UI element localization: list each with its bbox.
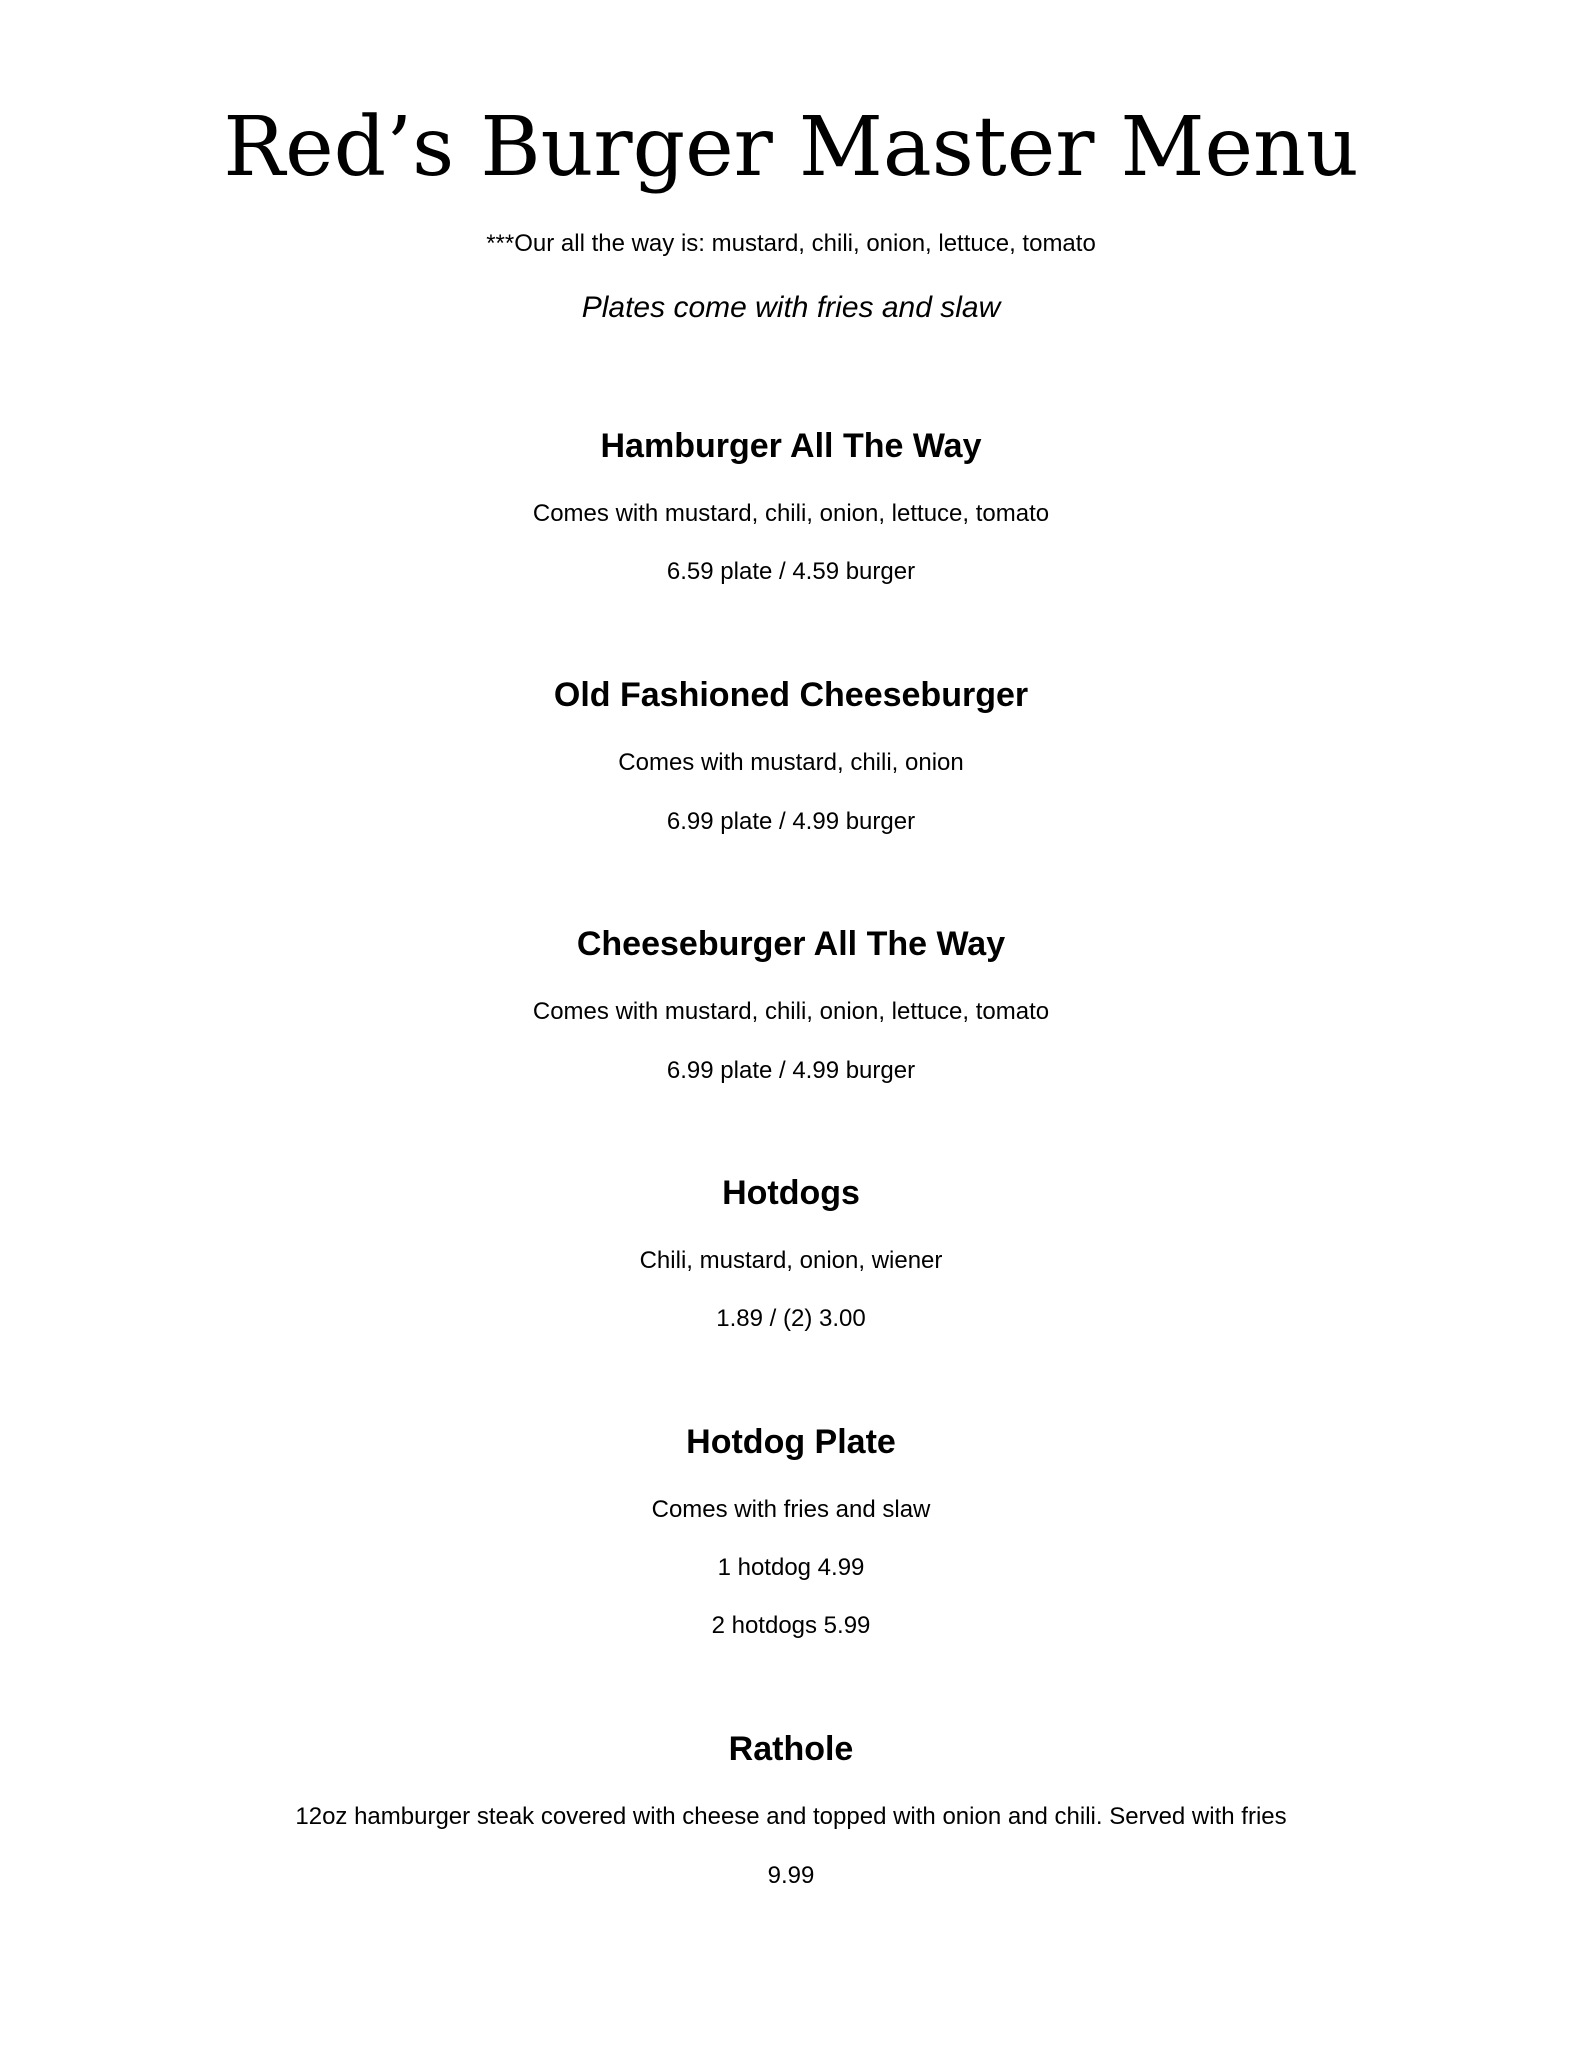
item-price: 6.59 plate / 4.59 burger — [666, 558, 916, 585]
item-name-cheeseburger-all-the-way: Cheeseburger All The Way — [576, 925, 1006, 963]
item-name-hotdogs: Hotdogs — [722, 1174, 860, 1212]
plates-note: Plates come with fries and slaw — [581, 291, 1001, 324]
item-description: Chili, mustard, onion, wiener — [639, 1247, 943, 1274]
item-price: 9.99 — [767, 1862, 815, 1889]
item-price: 1 hotdog 4.99 — [717, 1554, 865, 1581]
item-description: Comes with mustard, chili, onion — [618, 749, 964, 776]
item-description: Comes with fries and slaw — [651, 1496, 931, 1523]
menu-title: Red’s Burger Master Menu — [223, 100, 1359, 195]
all-the-way-note: ***Our all the way is: mustard, chili, onion, lettuce, tomato — [486, 230, 1096, 257]
item-price: 6.99 plate / 4.99 burger — [666, 808, 916, 835]
item-price: 6.99 plate / 4.99 burger — [666, 1057, 916, 1084]
item-name-hamburger-all-the-way: Hamburger All The Way — [600, 427, 982, 465]
item-description: Comes with mustard, chili, onion, lettuce, tomato — [532, 998, 1050, 1025]
item-price: 2 hotdogs 5.99 — [711, 1612, 871, 1639]
item-description: Comes with mustard, chili, onion, lettuce, tomato — [532, 500, 1050, 527]
item-name-old-fashioned-cheeseburger: Old Fashioned Cheeseburger — [553, 676, 1029, 714]
item-description: 12oz hamburger steak covered with cheese and topped with onion and chili. Served with fries — [295, 1803, 1287, 1830]
item-name-hotdog-plate: Hotdog Plate — [686, 1423, 896, 1461]
item-name-rathole: Rathole — [728, 1730, 854, 1768]
item-price: 1.89 / (2) 3.00 — [716, 1305, 866, 1332]
